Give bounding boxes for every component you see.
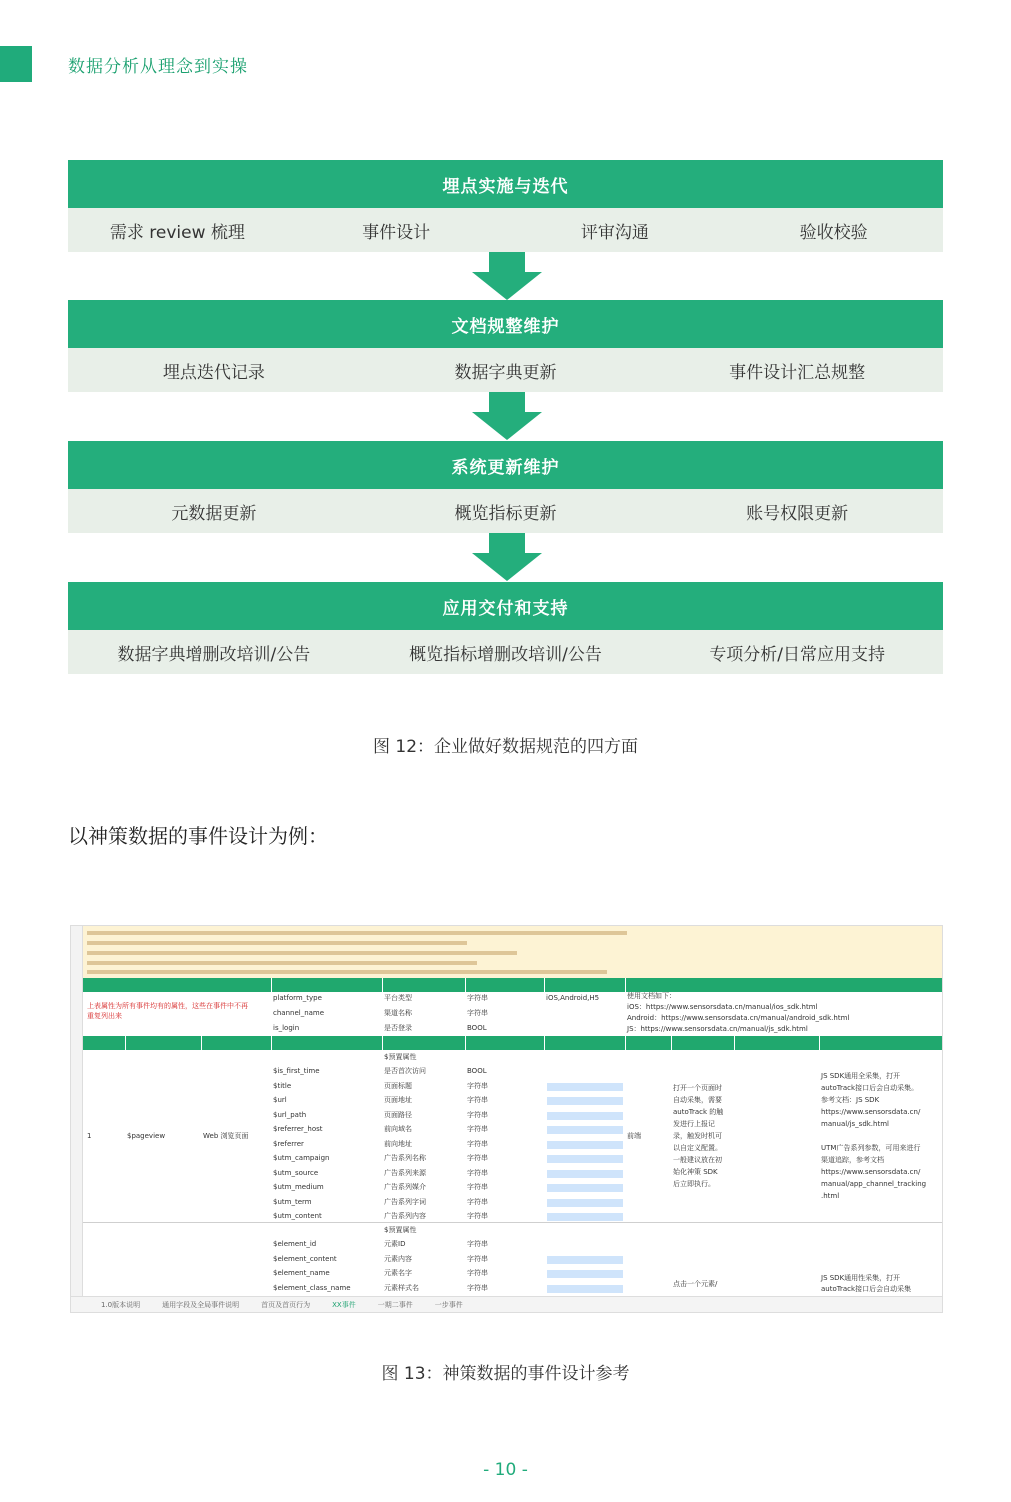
pageview-prop-cn: 页面路径	[384, 1110, 412, 1119]
event-desc-line: 一般建议放在初	[673, 1156, 722, 1164]
preset-label: $预置属性	[384, 1053, 417, 1061]
linked-cell-highlight	[547, 1270, 623, 1278]
sheet-header-cell	[126, 1036, 201, 1050]
js-note-line: 参考文档：JS SDK	[821, 1096, 880, 1104]
pageview-prop-type: 字符串	[467, 1154, 488, 1162]
element-prop: $element_class_name	[273, 1283, 351, 1292]
header-accent-block	[0, 46, 32, 82]
section-item: 验收校验	[799, 222, 868, 243]
sheet-header-cell	[672, 1036, 734, 1050]
platform-value: iOS,Android,H5	[546, 994, 600, 1002]
event-display-name: Web 浏览页面	[203, 1132, 249, 1140]
linked-cell-highlight	[547, 1155, 623, 1163]
js-note-line: autoTrack接口后会自动采集。	[821, 1084, 919, 1092]
sheet-header-cell	[626, 1036, 671, 1050]
utm-note-line: UTM广告系列参数，可用来进行	[821, 1144, 921, 1152]
pageview-prop-type: BOOL	[467, 1067, 487, 1075]
section-items	[68, 348, 943, 392]
pageview-prop: $url	[273, 1096, 287, 1104]
element-desc: 点击一个元素/	[673, 1280, 718, 1288]
pageview-prop-type: 字符串	[467, 1139, 488, 1148]
event-desc-line: 打开一个页面时	[673, 1084, 722, 1092]
header-title: 数据分析从理念到实操	[68, 57, 248, 77]
intro-text: 以神策数据的事件设计为例：	[68, 824, 328, 848]
pageview-prop: $utm_source	[273, 1168, 319, 1177]
sheet-header-cell	[820, 1036, 943, 1050]
linked-cell-highlight	[547, 1112, 623, 1120]
doc-link: iOS：https://www.sensorsdata.cn/manual/ios_sdk.html	[627, 1003, 818, 1011]
spreadsheet-screenshot	[70, 925, 943, 1313]
pageview-prop-type: 字符串	[467, 1110, 488, 1119]
event-number: 1	[87, 1132, 92, 1140]
event-desc-line: 自动采集，需要	[673, 1096, 722, 1104]
js-note-line: JS SDK通用全采集，打开	[821, 1072, 901, 1080]
linked-cell-highlight	[547, 1170, 623, 1178]
section-item: 需求 review 梳理	[109, 222, 245, 243]
section-item: 事件设计汇总规整	[729, 362, 866, 383]
pageview-prop-type: 字符串	[467, 1197, 488, 1206]
pageview-prop-cn: 广告系列名称	[384, 1154, 426, 1162]
utm-note-line: .html	[821, 1192, 840, 1200]
event-desc-line: 录，触发时机可	[673, 1132, 722, 1140]
sheet-header-cell	[272, 1036, 382, 1050]
sheet-header-cell	[202, 1036, 271, 1050]
event-name: $pageview	[127, 1132, 166, 1140]
sheet-tab: 通用字段及全局事件说明	[162, 1300, 240, 1309]
linked-cell-highlight	[547, 1083, 623, 1091]
section-system-maintenance	[68, 441, 943, 533]
pageview-prop-cn: 前向域名	[384, 1125, 412, 1133]
pageview-prop-cn: 是否首次访问	[384, 1067, 426, 1075]
sheet-tab-active: XX事件	[332, 1300, 356, 1309]
element-prop: $element_name	[273, 1269, 330, 1277]
sheet-header-cell	[83, 1036, 125, 1050]
section-item: 数据字典更新	[454, 362, 557, 383]
linked-cell-highlight	[547, 1184, 623, 1192]
pageview-prop-cn: 广告系列来源	[384, 1168, 426, 1177]
pageview-prop-cn: 广告系列内容	[384, 1212, 426, 1220]
section-item: 事件设计	[362, 222, 431, 243]
report-type: 前端	[627, 1132, 641, 1140]
common-prop: platform_type	[273, 994, 322, 1002]
pageview-prop-type: 字符串	[467, 1212, 488, 1220]
sheet-header-cell	[545, 1036, 625, 1050]
section-item: 概览指标增删改培训/公告	[409, 644, 602, 665]
event-desc-line: 以自定义配置。	[673, 1144, 722, 1152]
sheet-tabs	[71, 1296, 942, 1312]
sheet-notes-area	[71, 926, 942, 978]
common-type: BOOL	[467, 1024, 487, 1032]
common-prop: channel_name	[273, 1009, 325, 1017]
sheet-tab: 一步事件	[434, 1300, 463, 1309]
section-title: 埋点实施与迭代	[68, 160, 943, 208]
pageview-prop-cn: 广告系列媒介	[384, 1183, 426, 1191]
section-item: 数据字典增删改培训/公告	[117, 644, 311, 665]
pageview-prop: $utm_campaign	[273, 1154, 330, 1162]
common-prop: is_login	[273, 1024, 300, 1032]
sheet-header-cell	[383, 978, 465, 992]
element-prop-type: 字符串	[467, 1254, 488, 1263]
common-type: 字符串	[467, 1009, 488, 1017]
pageview-prop: $referrer	[273, 1139, 304, 1148]
common-type: 字符串	[467, 994, 488, 1002]
pageview-prop-type: 字符串	[467, 1183, 488, 1191]
element-prop: $element_id	[273, 1240, 317, 1248]
common-prop-cn: 是否登录	[384, 1024, 412, 1032]
linked-cell-highlight	[547, 1199, 623, 1207]
section-title: 系统更新维护	[68, 441, 943, 489]
down-arrow-icon	[472, 252, 542, 300]
js-note-line: autoTrack接口后会自动采集	[821, 1285, 912, 1293]
linked-cell-highlight	[547, 1256, 623, 1264]
sheet-header-cell	[466, 1036, 544, 1050]
element-prop: $element_content	[273, 1254, 337, 1263]
preset-label: $预置属性	[384, 1226, 417, 1234]
sheet-header-cell	[626, 978, 943, 992]
figure-caption: 图 12：企业做好数据规范的四方面	[372, 737, 639, 757]
pageview-prop: $utm_term	[273, 1197, 312, 1206]
pageview-prop-type: 字符串	[467, 1125, 488, 1133]
event-desc-line: 始化神策 SDK	[673, 1168, 718, 1176]
section-item: 元数据更新	[171, 503, 257, 524]
section-items	[68, 489, 943, 533]
common-prop-cn: 渠道名称	[384, 1009, 412, 1017]
js-note-line: JS SDK通用性采集，打开	[821, 1274, 901, 1282]
utm-note-line: 渠道追踪，参考文档	[821, 1156, 884, 1164]
section-title: 应用交付和支持	[68, 582, 943, 630]
pageview-prop-cn: 页面标题	[384, 1081, 412, 1090]
pageview-prop: $utm_medium	[273, 1183, 324, 1191]
section-items	[68, 630, 943, 674]
sheet-header-cell	[466, 978, 544, 992]
linked-cell-highlight	[547, 1285, 623, 1293]
section-title: 文档规整维护	[68, 300, 943, 348]
element-prop-cn: 元素内容	[384, 1254, 412, 1263]
sheet-red-note: 重复列出来	[87, 1012, 122, 1020]
event-desc-line: autoTrack 的触	[673, 1108, 724, 1116]
pageview-prop-cn: 前向地址	[384, 1139, 412, 1148]
sheet-header-cell	[83, 978, 271, 992]
section-delivery-support	[68, 582, 943, 674]
linked-cell-highlight	[547, 1141, 623, 1149]
element-prop-cn: 元素名字	[384, 1269, 412, 1277]
section-item: 埋点迭代记录	[162, 362, 265, 383]
sheet-red-note: 上表属性为所有事件均有的属性，这些在事件中不再	[87, 1002, 248, 1010]
down-arrow-icon	[472, 533, 542, 581]
sheet-tab: 首页及首页行为	[261, 1300, 311, 1309]
linked-cell-highlight	[547, 1126, 623, 1134]
element-prop-type: 字符串	[467, 1240, 488, 1248]
linked-cell-highlight	[547, 1213, 623, 1221]
sheet-header-cell	[545, 978, 625, 992]
js-note-line: https://www.sensorsdata.cn/	[821, 1108, 921, 1116]
sheet-header-cell	[383, 1036, 465, 1050]
section-item: 专项分析/日常应用支持	[709, 644, 886, 665]
element-prop-cn: 元素样式名	[384, 1283, 419, 1292]
pageview-prop: $utm_content	[273, 1212, 322, 1220]
down-arrow-icon	[472, 392, 542, 440]
linked-cell-highlight	[547, 1097, 623, 1105]
pageview-prop-type: 字符串	[467, 1081, 488, 1090]
sheet-header-cell	[272, 978, 382, 992]
sheet-tab: 一期二事件	[377, 1300, 413, 1309]
pageview-prop: $title	[273, 1081, 292, 1090]
row-number-gutter	[71, 926, 83, 1312]
element-prop-type: 字符串	[467, 1269, 488, 1277]
doc-link: JS：https://www.sensorsdata.cn/manual/js_sdk.html	[627, 1025, 808, 1033]
doc-link: 使用文档如下：	[627, 992, 676, 1000]
pageview-prop-type: 字符串	[467, 1096, 488, 1104]
section-implementation	[68, 160, 943, 252]
element-prop-cn: 元素ID	[384, 1240, 406, 1248]
section-item: 概览指标更新	[454, 503, 557, 524]
section-items	[68, 208, 943, 252]
pageview-prop-type: 字符串	[467, 1168, 488, 1177]
figure-caption: 图 13：神策数据的事件设计参考	[381, 1364, 630, 1384]
page-number: - 10 -	[483, 1460, 528, 1480]
section-documentation	[68, 300, 943, 392]
sheet-tab: 1.0版本说明	[101, 1300, 141, 1309]
section-item: 账号权限更新	[746, 503, 849, 524]
utm-note-line: https://www.sensorsdata.cn/	[821, 1168, 921, 1176]
utm-note-line: manual/app_channel_tracking	[821, 1180, 927, 1188]
pageview-prop: $referrer_host	[273, 1125, 323, 1133]
section-item: 评审沟通	[580, 222, 649, 243]
sheet-header-cell	[735, 1036, 819, 1050]
event-separator	[83, 1222, 943, 1223]
element-prop-type: 字符串	[467, 1283, 488, 1292]
doc-link: Android：https://www.sensorsdata.cn/manual/android_sdk.html	[627, 1014, 850, 1022]
pageview-prop: $url_path	[273, 1110, 307, 1119]
common-prop-cn: 平台类型	[384, 994, 412, 1002]
event-desc-line: 发进行上报记	[673, 1120, 715, 1128]
js-note-line: manual/js_sdk.html	[821, 1120, 889, 1128]
pageview-prop: $is_first_time	[273, 1067, 320, 1075]
event-desc-line: 后立即执行。	[673, 1180, 715, 1188]
pageview-prop-cn: 页面地址	[384, 1096, 412, 1104]
pageview-prop-cn: 广告系列字词	[384, 1197, 426, 1206]
